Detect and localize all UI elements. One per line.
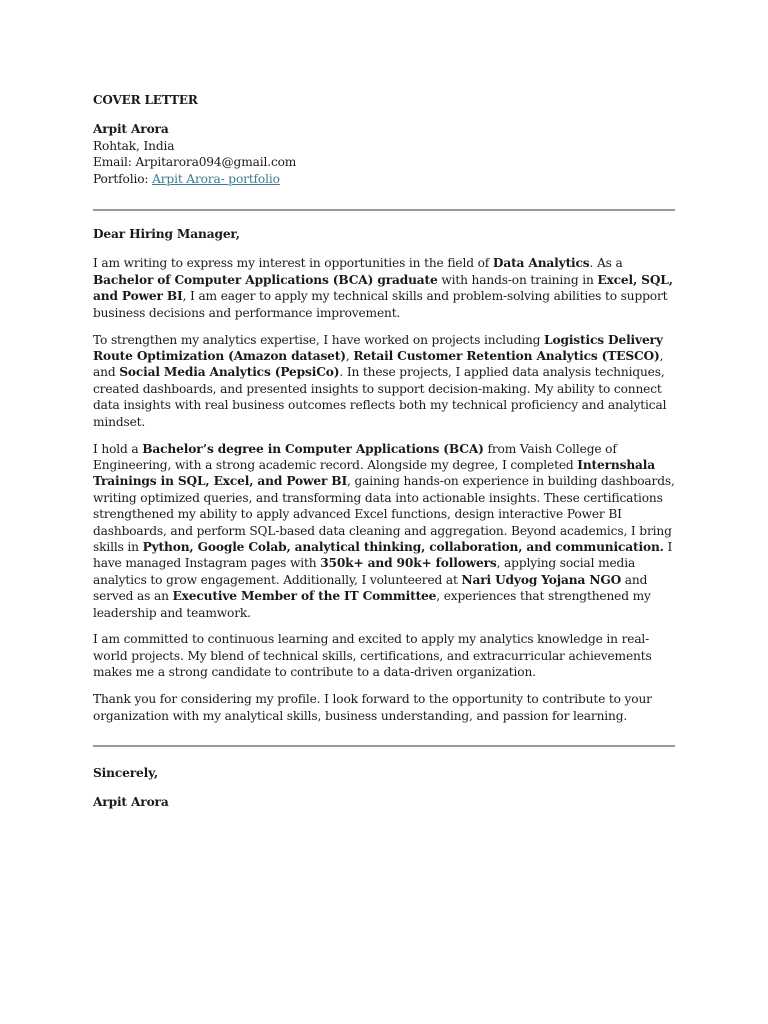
body-paragraph — [93, 332, 677, 430]
signature: Arpit Arora — [93, 795, 169, 810]
text-run: , experiences that strengthened my leadership and teamwork. — [93, 589, 651, 620]
sender-name: Arpit Arora — [93, 122, 169, 137]
text-run: , gaining hands-on experience in building dashboards, writing optimized queries, and transforming data into actionable insights. These certifications strengthened my ability to apply advanced Excel functions, design interactive Power BI dashboards, and perform SQL-based data cleaning and aggregation. Beyond academics, I bring skills in — [93, 474, 675, 554]
body-paragraph — [93, 255, 677, 321]
text-run: . In these projects, I applied data analysis techniques, created dashboards, and presented insights to support decision-making. My ability to connect data insights with real business outcomes reflects both my technical proficiency and analytical mindset. — [93, 365, 667, 429]
bold-text-run: Social Media Analytics (PepsiCo) — [119, 365, 340, 380]
bold-text-run: Data Analytics — [492, 256, 590, 271]
bold-text-run: Retail Customer Retention Analytics (TESCO) — [353, 348, 660, 363]
sender-portfolio-line — [93, 171, 677, 187]
bold-text-run: Nari Udyog Yojana NGO — [461, 572, 622, 587]
text-run: I have managed Instagram pages with — [93, 539, 673, 571]
bold-text-run: Excel, SQL, and Power BI — [93, 272, 673, 304]
salutation: Dear Hiring Manager, — [93, 227, 240, 242]
sender-email-line — [93, 154, 677, 170]
bold-text-run: Bachelor’s degree in Computer Applications (BCA) — [142, 441, 484, 456]
bold-text-run: 350k+ and 90k+ followers — [320, 556, 497, 571]
text-run: from Vaish College of Engineering, with a strong academic record. Alongside my degree, I completed — [93, 441, 617, 472]
text-run: , — [345, 348, 354, 363]
cover-letter-page — [93, 92, 677, 811]
portfolio-label: Portfolio: — [93, 171, 153, 186]
text-run: and served as an — [93, 572, 648, 604]
bold-text-run: Bachelor of Computer Applications (BCA) graduate — [93, 272, 438, 287]
text-run: I hold a — [93, 441, 143, 456]
bold-text-run: Executive Member of the IT Committee — [172, 589, 437, 604]
body-paragraph — [93, 441, 677, 621]
sender-email: Arpitarora094@gmail.com — [135, 155, 297, 170]
top-divider — [93, 209, 675, 211]
text-run: Thank you for considering my profile. I look forward to the opportunity to contribute to your organization with my analytical skills, business understanding, and passion for learning. — [93, 692, 652, 723]
bold-text-run: Logistics Delivery Route Optimization (Amazon dataset) — [93, 332, 663, 363]
sender-block — [93, 121, 677, 187]
closing: Sincerely, — [93, 766, 158, 780]
text-run: I am writing to express my interest in opportunities in the field of — [93, 256, 493, 271]
letter-body — [93, 255, 677, 724]
text-run: with hands-on training in — [437, 272, 598, 287]
text-run: To strengthen my analytics expertise, I have worked on projects including — [93, 332, 545, 347]
text-run: . As a — [589, 256, 623, 271]
bold-text-run: Python, Google Colab, analytical thinking, collaboration, and communication. — [142, 539, 664, 554]
body-paragraph — [93, 691, 677, 724]
body-paragraph — [93, 631, 677, 680]
sender-location: Rohtak, India — [93, 138, 175, 153]
text-run: I am committed to continuous learning and excited to apply my analytics knowledge in real-world projects. My blend of technical skills, certifications, and extracurricular achievements makes me a strong candidate to contribute to a data-driven organization. — [93, 632, 652, 680]
text-run: , applying social media analytics to grow engagement. Additionally, I volunteered at — [93, 556, 636, 587]
bottom-divider — [93, 745, 675, 747]
text-run: , I am eager to apply my technical skills and problem-solving abilities to support business decisions and performance improvement. — [93, 289, 668, 320]
email-label: Email: — [93, 155, 136, 170]
portfolio-link[interactable]: Arpit Arora- portfolio — [152, 171, 280, 186]
document-heading: COVER LETTER — [93, 93, 198, 107]
text-run: , and — [93, 348, 664, 380]
bold-text-run: Internshala Trainings in SQL, Excel, and Power BI — [93, 457, 656, 489]
